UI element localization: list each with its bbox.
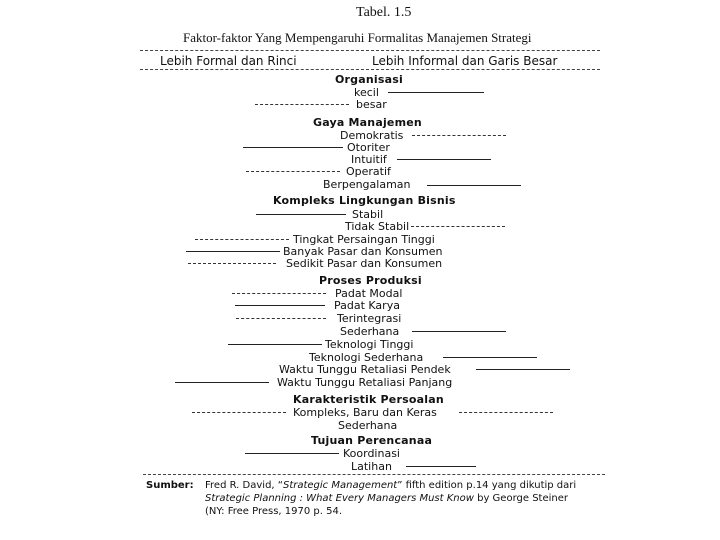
item-kompleks-baru: Kompleks, Baru dan Keras — [293, 406, 437, 419]
line-tidak-stabil — [411, 226, 505, 227]
line-teknologi-tinggi — [228, 344, 322, 345]
item-demokratis: Demokratis — [340, 129, 404, 142]
item-waktu-panjang: Waktu Tunggu Retaliasi Panjang — [277, 376, 453, 389]
bottom-rule — [143, 474, 605, 475]
source-edition: ” fifth edition p.14 yang dikutip dari — [397, 480, 577, 491]
header-rule-bottom — [140, 69, 600, 70]
line-sederhana-proses — [412, 331, 506, 332]
item-stabil: Stabil — [352, 208, 384, 221]
line-koordinasi — [245, 453, 339, 454]
line-waktu-panjang — [175, 382, 269, 383]
item-besar: besar — [356, 98, 387, 111]
line-terintegrasi — [236, 318, 326, 319]
section-tujuan-perencanaan: Tujuan Perencanaa — [311, 434, 433, 447]
line-sedikit-pasar — [188, 263, 276, 264]
line-otoriter — [243, 147, 343, 148]
table-title: Faktor-faktor Yang Mempengaruhi Formalitas Manajemen Strategi — [183, 30, 532, 45]
section-organisasi: Organisasi — [335, 73, 403, 86]
line-banyak-pasar — [186, 251, 280, 252]
source-cited-book: Strategic Planning : What Every Managers Must Know — [205, 493, 474, 504]
section-proses-produksi: Proses Produksi — [319, 274, 422, 287]
line-besar — [255, 104, 349, 105]
source-line-1 — [205, 480, 576, 491]
line-tingkat-persaingan — [195, 239, 289, 240]
line-padat-modal — [232, 293, 326, 294]
item-tidak-stabil: Tidak Stabil — [345, 220, 410, 233]
line-berpengalaman — [427, 185, 521, 186]
line-kompleks-baru-right — [459, 412, 553, 413]
source-cited-author: by George Steiner — [473, 493, 568, 504]
header-rule-top — [140, 50, 600, 51]
item-koordinasi: Koordinasi — [343, 447, 400, 460]
line-padat-karya — [235, 305, 325, 306]
source-book-title: Strategic Management — [282, 480, 398, 491]
item-latihan: Latihan — [351, 460, 392, 473]
item-kecil: kecil — [354, 86, 379, 99]
source-author: Fred R. David, “ — [205, 480, 283, 491]
line-kompleks-baru-left — [192, 412, 286, 413]
line-demokratis — [412, 135, 506, 136]
source-label: Sumber: — [146, 480, 194, 491]
item-padat-modal: Padat Modal — [335, 287, 403, 300]
line-intuitif — [397, 159, 491, 160]
source-line-3: (NY: Free Press, 1970 p. 54. — [205, 506, 343, 517]
item-teknologi-sederhana: Teknologi Sederhana — [309, 351, 424, 364]
line-latihan — [406, 466, 476, 467]
line-waktu-pendek — [476, 369, 570, 370]
section-gaya-manajemen: Gaya Manajemen — [313, 116, 422, 129]
line-teknologi-sederhana — [443, 357, 537, 358]
item-berpengalaman: Berpengalaman — [323, 178, 411, 191]
line-stabil — [256, 214, 346, 215]
right-column-header: Lebih Informal dan Garis Besar — [372, 54, 558, 68]
item-otoriter: Otoriter — [347, 141, 390, 154]
item-waktu-pendek: Waktu Tunggu Retaliasi Pendek — [279, 363, 451, 376]
item-padat-karya: Padat Karya — [334, 299, 400, 312]
item-terintegrasi: Terintegrasi — [337, 312, 402, 325]
item-operatif: Operatif — [346, 165, 391, 178]
item-tingkat-persaingan: Tingkat Persaingan Tinggi — [293, 233, 435, 246]
section-karakteristik-persoalan: Karakteristik Persoalan — [293, 393, 444, 406]
item-teknologi-tinggi: Teknologi Tinggi — [325, 338, 414, 351]
item-sederhana-proses: Sederhana — [340, 325, 400, 338]
table-number: Tabel. 1.5 — [356, 5, 412, 20]
line-operatif — [246, 171, 340, 172]
item-intuitif: Intuitif — [351, 153, 387, 166]
item-sederhana-karakteristik: Sederhana — [338, 419, 398, 432]
item-banyak-pasar: Banyak Pasar dan Konsumen — [283, 245, 443, 258]
source-line-2 — [205, 493, 568, 504]
line-kecil — [388, 92, 484, 93]
item-sedikit-pasar: Sedikit Pasar dan Konsumen — [286, 257, 443, 270]
section-kompleks-lingkungan: Kompleks Lingkungan Bisnis — [273, 194, 456, 207]
left-column-header: Lebih Formal dan Rinci — [160, 54, 297, 68]
